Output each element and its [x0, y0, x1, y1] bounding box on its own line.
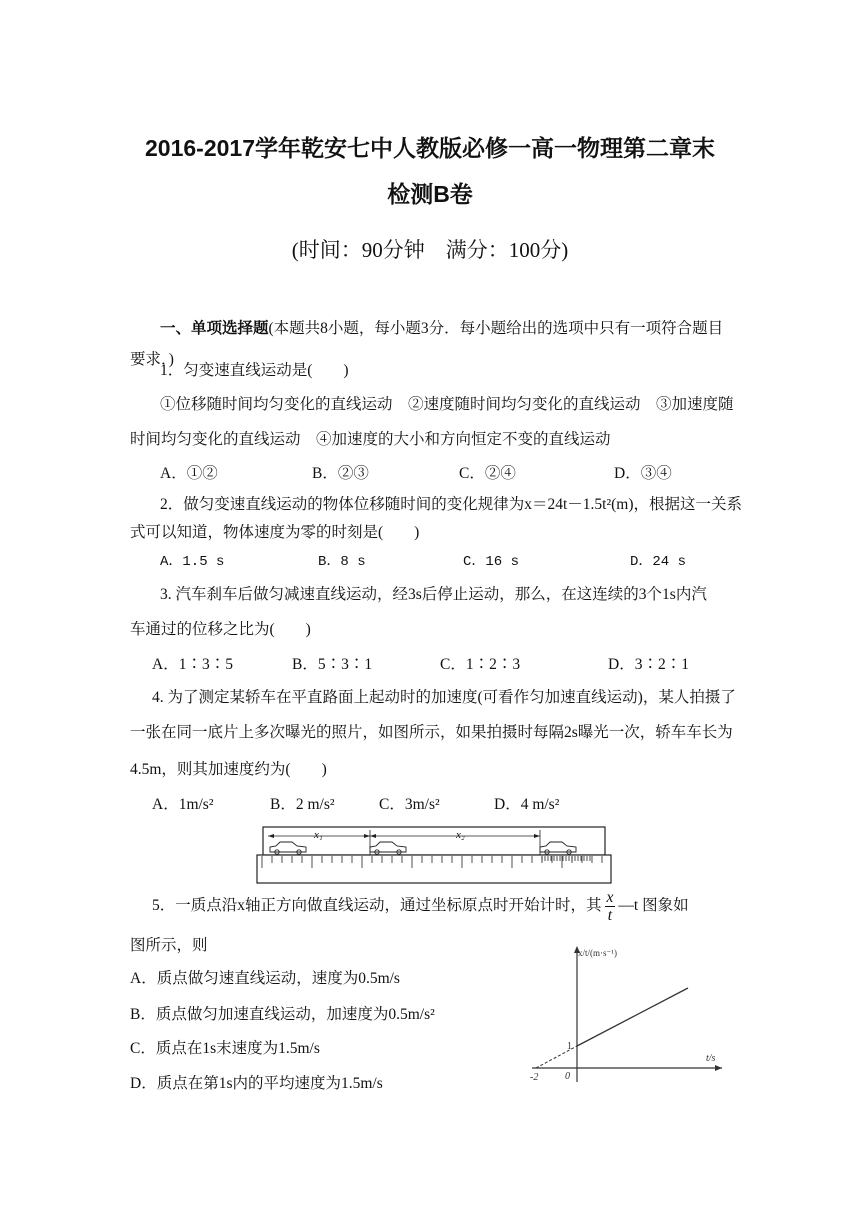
q4-option-d: D．4 m/s² [494, 796, 560, 813]
graph-origin-label: 0 [565, 1071, 570, 1082]
q5-option-b: B．质点做匀加速直线运动，加速度为0.5m/s² [130, 1006, 435, 1023]
q5-frac-den: t [607, 907, 613, 924]
q3-option-d: D．3∶2∶1 [608, 656, 689, 673]
q4-line1: 4. 为了测定某轿车在平直路面上起动时的加速度(可看作匀加速直线运动)，某人拍摄了 [152, 689, 736, 706]
q5-fraction [605, 889, 616, 924]
exam-subtitle: (时间：90分钟 满分：100分) [291, 238, 569, 262]
exam-title-line1: 2016-2017学年乾安七中人教版必修一高一物理第二章末 [145, 135, 715, 161]
q4-option-b: B．2 m/s² [270, 796, 335, 813]
q5-option-a: A．质点做匀速直线运动，速度为0.5m/s [130, 970, 400, 987]
q5-frac-num: x [606, 889, 614, 906]
q5-line2: 图所示，则 [130, 937, 208, 954]
graph-line [577, 988, 688, 1046]
q5-stem-after: —t 图象如 [618, 897, 689, 915]
q1-line1: ①位移随时间均匀变化的直线运动 ②速度随时间均匀变化的直线运动 ③加速度随 [160, 396, 734, 413]
q1-line2: 时间均匀变化的直线运动 ④加速度的大小和方向恒定不变的直线运动 [130, 431, 611, 448]
q5-option-c: C．质点在1s末速度为1.5m/s [130, 1040, 320, 1057]
q2-option-d: D．24 s [630, 554, 687, 570]
q5-stem [152, 889, 689, 924]
q4-line2: 一张在同一底片上多次曝光的照片，如图所示，如果拍摄时每隔2s曝光一次，轿车车长为 [130, 724, 733, 741]
q2-option-a: A．1.5 s [160, 554, 225, 570]
q1-option-c: C．②④ [459, 465, 516, 482]
q4-label-x2: x₂ [456, 829, 465, 841]
q2-line2: 式可以知道，物体速度为零的时刻是( ) [130, 524, 420, 541]
q3-option-c: C．1∶2∶3 [440, 656, 521, 673]
q5-option-d: D．质点在第1s内的平均速度为1.5m/s [130, 1075, 383, 1092]
q1-stem: 1．匀变速直线运动是( ) [160, 362, 349, 379]
q1-option-a: A．①② [160, 465, 218, 482]
section-note-cont: 要求．) [130, 351, 174, 368]
q3-line2: 车通过的位移之比为( ) [130, 621, 311, 638]
q3-option-b: B．5∶3∶1 [292, 656, 373, 673]
graph-intercept-y: 1 [567, 1041, 572, 1052]
graph-y-label: x/t/(m·s⁻¹) [578, 948, 617, 958]
q4-label-x1: x₁ [314, 829, 323, 841]
q5-stem-before: 5．一质点沿x轴正方向做直线运动，通过坐标原点时开始计时，其 [152, 897, 602, 915]
q3-line1: 3. 汽车刹车后做匀减速直线运动，经3s后停止运动，那么，在这连续的3个1s内汽 [160, 586, 707, 603]
section-header [160, 316, 723, 338]
q2-option-b: B．8 s [318, 554, 366, 570]
q3-option-a: A．1∶3∶5 [152, 656, 233, 673]
q5-graph [522, 940, 728, 1088]
exam-title-line2: 检测B卷 [387, 181, 473, 207]
q4-option-c: C．3m/s² [379, 796, 440, 813]
q2-option-c: C．16 s [463, 554, 520, 570]
section-heading: 一、单项选择题 [160, 320, 269, 337]
graph-x-label: t/s [706, 1053, 716, 1064]
q2-line1: 2．做匀变速直线运动的物体位移随时间的变化规律为x＝24t－1.5t²(m)，根据这一关系 [160, 496, 743, 513]
section-note: (本题共8小题，每小题3分．每小题给出的选项中只有一项符合题目 [268, 320, 724, 337]
q4-option-a: A．1m/s² [152, 796, 214, 813]
q1-option-d: D．③④ [614, 465, 672, 482]
q4-line3: 4.5m，则其加速度约为( ) [130, 761, 327, 778]
q4-figure-ruler [256, 826, 612, 884]
graph-intercept-x: -2 [530, 1072, 539, 1083]
q1-option-b: B．②③ [312, 465, 369, 482]
